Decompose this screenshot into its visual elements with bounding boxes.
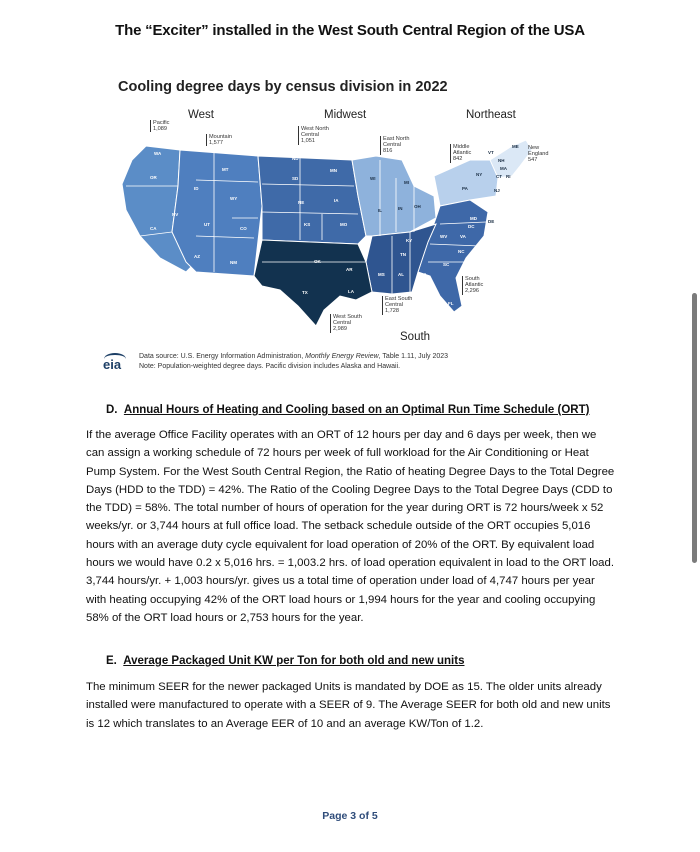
figure-source: Data source: U.S. Energy Information Administration, Monthly Energy Review, Table 1.11, July 2023 Note: Population-weighted degree days. Pacific division includes Alaska and Hawaii. <box>139 353 449 370</box>
section-e-heading: E. Average Packaged Unit KW per Ton for both old and new units <box>106 655 465 667</box>
division-label-east-south-central: East South Central 1,728 <box>382 296 419 315</box>
state-il: IL <box>378 208 382 213</box>
east-north-central-division-shape <box>352 156 436 236</box>
state-wv: WV <box>440 234 448 239</box>
state-de: DE <box>488 219 495 224</box>
division-label-east-north-central: East North Central 816 <box>380 136 419 155</box>
state-oh: OH <box>414 204 421 209</box>
state-nd: ND <box>292 156 299 161</box>
state-ut: UT <box>204 222 210 227</box>
division-label-south-atlantic: South Atlantic 2,296 <box>462 276 493 295</box>
state-la: LA <box>348 289 354 294</box>
state-in: IN <box>398 206 403 211</box>
division-label-new-england: New England 547 <box>528 145 549 164</box>
state-ri: RI <box>506 174 511 179</box>
division-label-middle-atlantic: Middle Atlantic 842 <box>450 144 483 163</box>
state-ky: KY <box>406 238 413 243</box>
state-md: MD <box>470 216 477 221</box>
state-mo: MO <box>340 222 348 227</box>
state-pa: PA <box>462 186 468 191</box>
division-label-west-north-central: West North Central 1,051 <box>298 126 341 145</box>
state-ca: CA <box>150 226 157 231</box>
west-north-central-division-shape <box>258 156 366 244</box>
state-wy: WY <box>230 196 238 201</box>
state-ms: MS <box>378 272 385 277</box>
state-dc: DC <box>468 224 475 229</box>
page-title: The “Exciter” installed in the West South Central Region of the USA <box>115 22 585 39</box>
state-ar: AR <box>346 267 353 272</box>
state-or: OR <box>150 175 157 180</box>
section-e-body: The minimum SEER for the newer packaged Units is mandated by DOE as 15. The older units already installed were manufactured to operate with a SEER of 9. The Average SEER for both old and new units is 12 which translates to an Average EER of 10 and an average KW/Ton of 1.2. <box>86 681 611 730</box>
state-az: AZ <box>194 254 200 259</box>
state-ga: GA <box>420 272 427 277</box>
state-mi: MI <box>404 180 409 185</box>
state-co: CO <box>240 226 247 231</box>
division-label-west-south-central: West South Central 2,989 <box>330 314 367 333</box>
us-map <box>0 0 700 400</box>
state-me: ME <box>512 144 519 149</box>
section-d-heading: D. Annual Hours of Heating and Cooling based on an Optimal Run Time Schedule (ORT) <box>106 404 590 416</box>
region-label-west: West <box>188 109 214 121</box>
state-mn: MN <box>330 168 337 173</box>
division-label-mountain: Mountain 1,577 <box>206 134 232 146</box>
state-ne: NE <box>298 200 305 205</box>
region-label-midwest: Midwest <box>324 109 367 121</box>
state-ia: IA <box>334 198 339 203</box>
state-ct: CT <box>496 174 502 179</box>
state-ny: NY <box>476 172 483 177</box>
state-tx: TX <box>302 290 308 295</box>
state-sd: SD <box>292 176 299 181</box>
state-va: VA <box>460 234 466 239</box>
mountain-division-shape <box>172 150 262 276</box>
state-fl: FL <box>448 301 454 306</box>
state-nj: NJ <box>494 188 500 193</box>
region-label-south: South <box>400 331 431 343</box>
page-number: Page 3 of 5 <box>322 810 378 822</box>
state-ma: MA <box>500 166 507 171</box>
state-tn: TN <box>400 252 406 257</box>
state-id: ID <box>194 186 199 191</box>
state-nv: NV <box>172 212 179 217</box>
state-ks: KS <box>304 222 311 227</box>
state-vt: VT <box>488 150 494 155</box>
state-wa: WA <box>154 151 162 156</box>
state-ok: OK <box>314 259 321 264</box>
state-wi: WI <box>370 176 376 181</box>
middle-atlantic-division-shape <box>434 160 498 206</box>
state-nc: NC <box>458 249 465 254</box>
state-nm: NM <box>230 260 237 265</box>
figure-title: Cooling degree days by census division in 2022 <box>118 79 448 95</box>
region-label-northeast: Northeast <box>466 109 516 121</box>
section-d-body: If the average Office Facility operates with an ORT of 12 hours per day and 6 days per week, then we can assign a working schedule of 72 hours per week of full workload for the Air Conditioning or Heat Pump System. For the West South Central Region, the Ratio of heating Degree Days to the Total Degree Days (HDD to the TDD) = 42%. The Ratio of the Cooling Degree Days to the Total Degree Days (CDD to the TDD) = 58%. The total number of hours of operation for the year during ORT is 72 hours/week x 52 weeks/yr. or 3,744 hours at full office load. The setback schedule outside of the ORT occupies 5,016 hours with an average duty cycle equivalent for load operation of 20% of the ORT. By equivalent load hours we would have 0.2 x 5,016 hrs. = 1,003.2 hrs. of load operation equivalent in load to the ORT load. 3,744 hours/yr. + 1,003 hours/yr. gives us a total time of operation under load of 4,747 hours per year with heating occupying 42% of the ORT load hours or 1,994 hours for the year and cooling occupying 58% of the ORT load hours or 2,753 hours for the year. <box>86 429 615 624</box>
division-label-pacific: Pacific 1,089 <box>150 120 169 132</box>
eia-logo: eia <box>103 357 122 372</box>
state-mt: MT <box>222 167 229 172</box>
state-sc: SC <box>443 262 450 267</box>
scrollbar[interactable] <box>692 293 697 563</box>
state-nh: NH <box>498 158 505 163</box>
state-al: AL <box>398 272 404 277</box>
